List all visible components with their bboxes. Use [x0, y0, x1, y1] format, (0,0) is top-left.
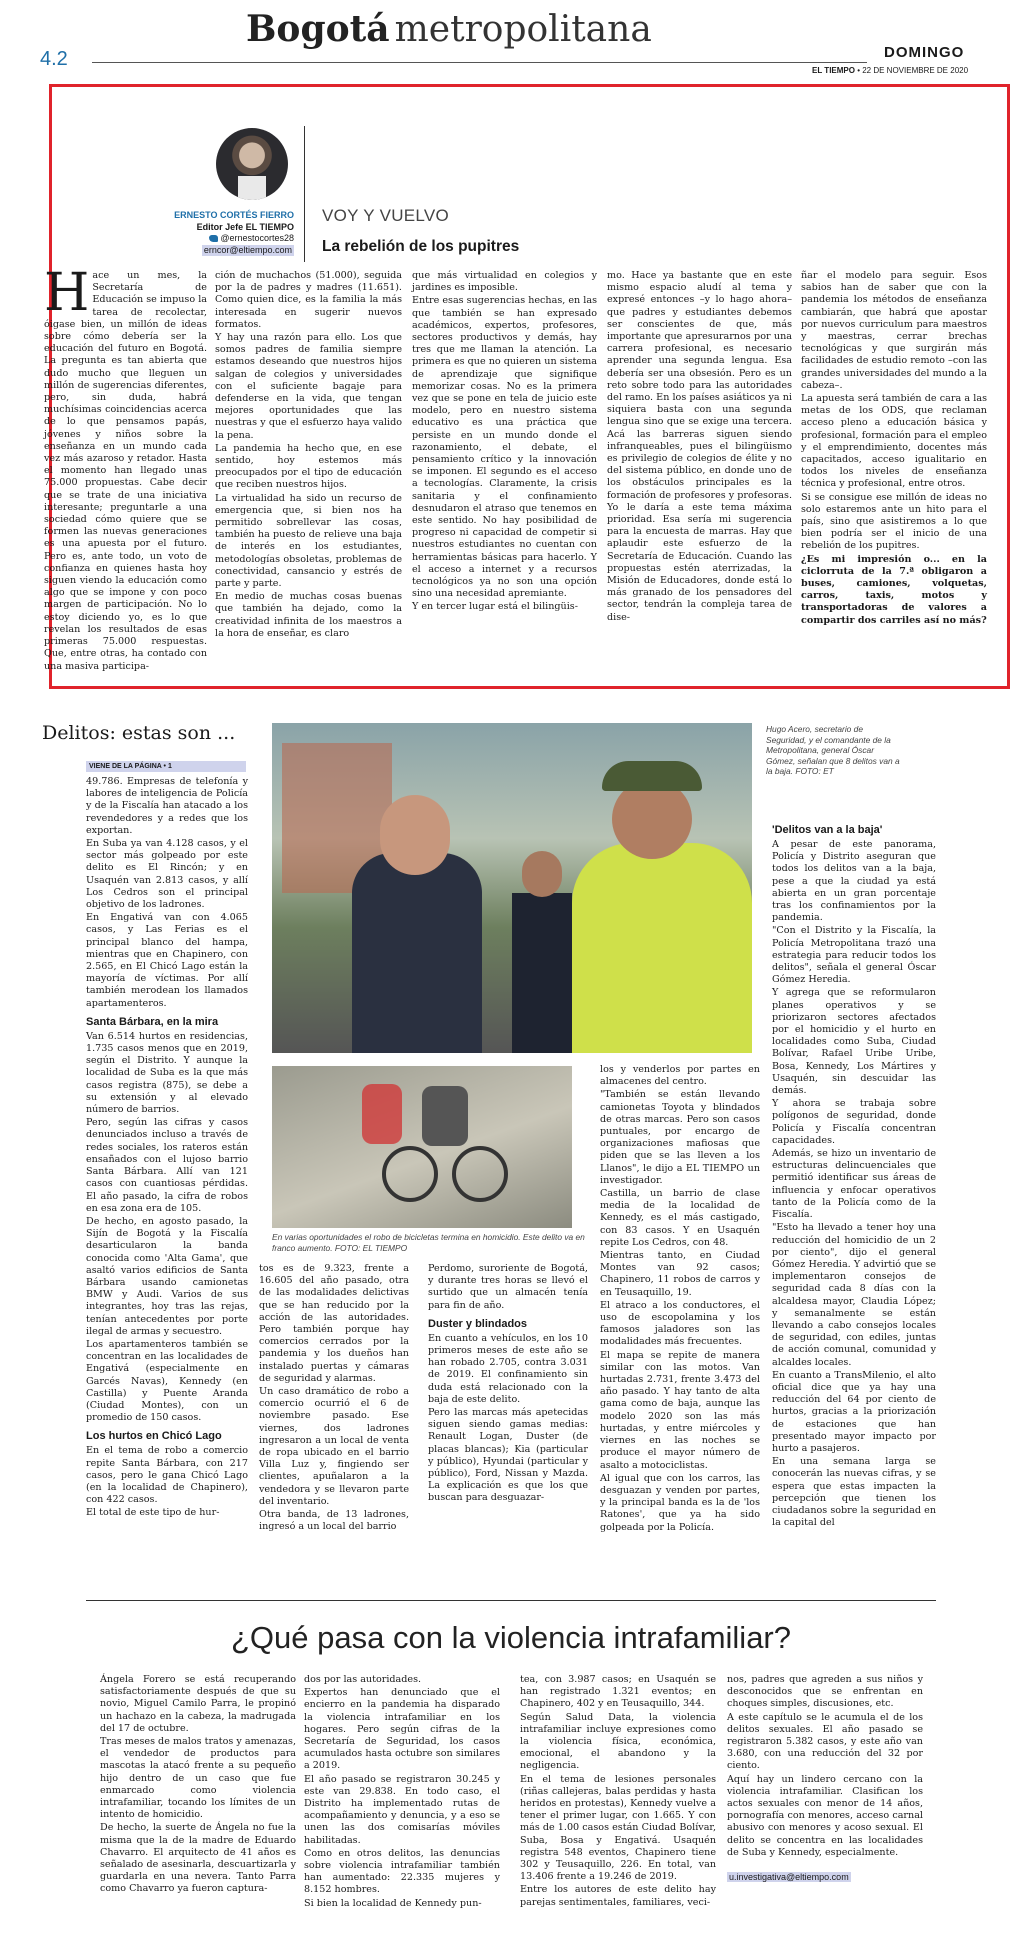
photo-officials: [272, 723, 752, 1053]
paragraph: Entre los autores de este delito hay parejas sentimentales, familiares, veci-: [520, 1884, 716, 1908]
paragraph: Ángela Forero se está recuperando satisfactoriamente después de que su novio, Miguel Camilo Parra, le propinó un hachazo en la cabeza, la madrugada del 17 de octubre.: [100, 1674, 296, 1734]
subheading: Santa Bárbara, en la mira: [86, 1015, 219, 1028]
violencia-headline: ¿Qué pasa con la violencia intrafamiliar?: [231, 1620, 791, 1655]
paragraph: Como en otros delitos, las denuncias sobre violencia intrafamiliar también han aumentado: 22.335 mujeres y 8.152 hombres.: [304, 1847, 500, 1896]
paragraph: En el tema de lesiones personales (riñas callejeras, balas perdidas y hasta heridos en protestas), Kennedy vuelve a tener el primer lugar, con 1.665. Y con más de 1.00 casos están Ciudad Bolívar, Suba, Bosa y Engativá. Usaquén registra 548 eventos, Chapinero tiene 302 y Teusaquillo, 226. En total, van 13.406 frente a 19.246 de 2019.: [520, 1773, 716, 1883]
paragraph: "También se están llevando camionetas Toyota y blindados de otras marcas. Pero son casos puntuales, por encargo de organizaciones mafiosas que piden que se las lleven a los Llanos", le dijo a EL TIEMPO un investigador.: [600, 1089, 760, 1186]
paragraph: En cuanto a TransMilenio, el alto oficial dice que ya hay una reducción del 64 por ciento de hurtos, gracias a la priorización de estaciones que han presentado mayor impacto por hurto a pasajeros.: [772, 1369, 936, 1454]
paragraph: Si se consigue ese millón de ideas no solo estaremos ante un hito para el país, sino que asistiremos a lo que bien podría ser el inicio de una rebelión de los pupitres.: [801, 491, 987, 552]
paragraph: ace un mes, la Secretaría de Educación se impuso la tarea de recolectar, óigase bien, un millón de ideas sobre cómo debería ser la educación del futuro en Bogotá. La pregunta es tan abierta que dudo mucho que lleguen un millón de sugerencias diferentes, pero, sin duda, habrá muchísimas coincidencias acerca de lo que pensamos papás, jóvenes y niños sobre la enseñanza en un mundo cada vez más azaroso y retador. Hasta el momento han llegado unas 75.000 propuestas. Cabe decir que se trate de una iniciativa interesante; preguntarle a una sociedad cómo quiere que se formen las nuevas generaciones es una apuesta por el futuro. Pero es, ante todo, un voto de confianza en quienes hasta hoy siguen viendo la educación como algo que se impone y con poco margen de participación. No lo estoy diciendo yo, es lo que revelan los resultados de esas primeras 75.000 respuestas. Que, entre otras, ha contado con una masiva participa-: [44, 270, 207, 672]
photo-caption: En varias oportunidades el robo de bicicletas termina en homicidio. Este delito va en franco aumento. FOTO: EL TIEMPO: [272, 1232, 585, 1253]
article-column-2: [259, 1263, 409, 1534]
paragraph: Y hay una razón para ello. Los que somos padres de familia siempre estamos deseando que nuestros hijos salgan de colegios y universidades con el suficiente bagaje para defenderse en la vida, que tengan mejores oportunidades que las nuestras y que el esfuerzo haya valido la pena.: [215, 332, 402, 441]
paragraph: que más virtualidad en colegios y jardines es imposible.: [412, 270, 597, 294]
page-number: 4.2: [40, 48, 68, 70]
section-divider: [86, 1600, 936, 1601]
paragraph: Van 6.514 hurtos en residencias, 1.735 casos menos que en 2019, según el Distrito. Y aunque la localidad de Suba es la que más casos registra (875), se debe a su extensión y al elevado número de barrios.: [86, 1030, 248, 1116]
author-byline: [130, 210, 294, 256]
paragraph: El total de este tipo de hur-: [86, 1507, 220, 1519]
paragraph: "Con el Distrito y la Fiscalía, la Policía Metropolitana trazó una estrategia para reducir todos los delitos", señala el general Óscar Gómez Heredia.: [772, 925, 936, 986]
author-name: ERNESTO CORTÉS FIERRO: [174, 210, 294, 220]
paragraph: El mapa se repite de manera similar con las motos. Van hurtadas 2.731, frente 3.473 del año pasado. Y hay tanto de alta gama como de baja, aunque las modelo 2020 son las más hurtadas, y entre miércoles y viernes en las noches se produce el mayor número de asalto a motociclistas.: [600, 1349, 760, 1471]
paragraph: Según Salud Data, la violencia intrafamiliar incluye expresiones como la violencia física, económica, emocional, el abandono y la negligencia.: [520, 1711, 716, 1772]
violencia-column-4: [727, 1674, 923, 1884]
column-text-3: [412, 270, 597, 615]
paragraph: Pero las marcas más apetecidas siguen siendo gamas medias: Renault Logan, Duster (de placas blancas); Kia (particular y público), Hyundai (particular y público), Ford, Nissan y Mazda. La explicación es que los que buscan para desguazar-: [428, 1407, 588, 1504]
paragraph: Perdomo, suroriente de Bogotá, y durante tres horas se llevó el surtido que un almacén tenía para fin de año.: [428, 1263, 588, 1311]
paragraph: En Engativá van con 4.065 casos, y Las Ferias es el principal blanco del hampa, mientras que en Chapinero, con 2.565, en El Chicó Lago están la mayoría de víctimas. Por allí también merodean los llamados apartamenteros.: [86, 912, 248, 1009]
paragraph: 49.786. Empresas de telefonía y labores de inteligencia de Policía y de la Fiscalía han atacado a los revendedores y a redes que los exportan.: [86, 776, 248, 836]
column-section: VOY Y VUELVO: [322, 206, 450, 225]
paragraph: De hecho, en agosto pasado, la Sijín de Bogotá y la Fiscalía desarticularon la banda conocida como 'Alta Gama', que asaltó varios edificios de Santa Bárbara usando camionetas BMW y Audi. Varios de sus integrantes, hoy tras las rejas, tenían antecedentes por porte ilegal de armas y secuestro.: [86, 1215, 248, 1337]
date-label: 22 DE NOVIEMBRE DE 2020: [862, 66, 969, 75]
article-column-3: [428, 1263, 588, 1506]
paragraph: los y venderlos por partes en almacenes del centro.: [600, 1064, 760, 1088]
paragraph: ñar el modelo para seguir. Esos sabios han de saber que con la pandemia los métodos de enseñanza cambiarán, que habrá que apostar por nuevos curriculum para maestros y maestras, cerrar brechas tecnológicas y que surgirán más facilidades de estudio remoto –con las grandes universidades del mundo a la cabeza–.: [801, 270, 987, 391]
paragraph: Además, se hizo un inventario de estructuras delincuenciales que permitió identificar sus áreas de influencia y enfocar operativos tanto de la Policía como de la Fiscalía.: [772, 1148, 936, 1221]
column-text-4: [607, 270, 792, 625]
dateline: EL TIEMPO • 22 DE NOVIEMBRE DE 2020: [812, 66, 969, 75]
column-text-5: [801, 270, 987, 628]
paragraph: En una semana larga se conocerán las nuevas cifras, y se espera que estas impacten la percepción que tienen los ciudadanos sobre la seguridad en la capital del: [772, 1456, 936, 1529]
masthead: [0, 0, 1020, 82]
investigative-email[interactable]: u.investigativa@eltiempo.com: [729, 1872, 849, 1883]
from-page-label: VIENE DE LA PÁGINA • 1: [86, 761, 246, 772]
paragraph: dos por las autoridades.: [304, 1674, 422, 1685]
paragraph: Pero, según las cifras y casos denunciados incluso a través de redes sociales, los rateros están ensañados con el lujoso barrio Santa Bárbara. Allí van 121 casos con cuantiosas pérdidas. El año pasado, la cifra de robos en esa zona era de 105.: [86, 1117, 248, 1214]
section-title-light: metropolitana: [394, 9, 652, 50]
photo-bicycle-robbery: [272, 1066, 572, 1228]
paragraph: Los apartamenteros también se concentran en las localidades de Engativá (especialmente en Garcés Navas), Kennedy (en Castilla) y Puente Aranda (Ciudad Montes), con un promedio de 150 casos.: [86, 1338, 248, 1424]
article-column-5: [772, 824, 936, 1530]
article-column-4: [600, 1064, 760, 1535]
section-title: [246, 8, 652, 50]
paragraph: A pesar de este panorama, Policía y Distrito aseguran que todos los delitos van a la baja, pese a que la ciudad ya está abierta en un gran porcentaje tras los confinamientos por la pandemia.: [772, 839, 936, 924]
paragraph: Al igual que con los carros, las desguazan y venden por partes, y la principal banda es la de 'los Ratones', que ya ha sido golpeada por la Policía.: [600, 1472, 760, 1533]
paragraph: De hecho, la suerte de Ángela no fue la misma que la de la madre de Eduardo Chavarro. El arquitecto de 41 años es señalado de asesinarla, descuartizarla y guardarla en una nevera. Tanto Parra como Chavarro ya fueron captura-: [100, 1822, 296, 1895]
paragraph: nos, padres que agreden a sus niños y desconocidos que se enfrentan en choques simples, discusiones, etc.: [727, 1674, 923, 1710]
paragraph: La virtualidad ha sido un recurso de emergencia que, si bien nos ha permitido sobrellevar las cosas, también ha puesto de relieve una baja de interés en los estudiantes, metodologías obsoletas, problemas de conectividad, cansancio y estrés de parte y parte.: [215, 492, 402, 590]
paragraph: Expertos han denunciado que el encierro en la pandemia ha disparado la violencia intrafamiliar en los hogares. Pero según cifras de la Secretaría de Seguridad, los casos acumulados hasta octubre son similares a 2019.: [304, 1687, 500, 1772]
paragraph: En cuanto a vehículos, en los 10 primeros meses de este año se han robado 2.705, contra 3.031 de 2019. El confinamiento sin duda está relacionado con la baja de este delito.: [428, 1332, 588, 1405]
paragraph: A este capítulo se le acumula el de los delitos sexuales. El año pasado se registraron 5.382 casos, y este año van 3.680, con una reducción del 32 por ciento.: [727, 1711, 923, 1772]
paragraph: ¿Es mi impresión o... en la ciclorruta de la 7.ª obligaron a buses, camiones, volquetas, carros, taxis, motos y transportadoras de valores a compartir dos carriles así no más?: [801, 553, 987, 626]
article-headline: Delitos: estas son ...: [42, 722, 236, 744]
column-title: La rebelión de los pupitres: [322, 238, 520, 255]
article-column-1: [86, 776, 248, 1521]
paragraph: tos es de 9.323, frente a 16.605 del año pasado, otra de las modalidades delictivas que se han reducido por la acción de las autoridades. Pero también porque hay comercios cerrados por la pandemia y los dueños han instalado puertas y cámaras de seguridad y alarmas.: [259, 1263, 409, 1384]
paragraph: ción de muchachos (51.000), seguida por la de padres y madres (11.651). Como quien dice, es la familia la más interesada en sugerir nuevos formatos.: [215, 270, 402, 330]
paragraph: Y agrega que se reformularon planes operativos y se priorizaron sectores afectados por el homicidio y el hurto en localidades como Suba, Ciudad Bolívar, Rafael Uribe Uribe, Bosa, Kennedy, Los Mártires y Usaquén, sin descuidar las demás.: [772, 987, 936, 1097]
paragraph: Y ahora se trabaja sobre polígonos de seguridad, donde Policía y Fiscalía concentran capacidades.: [772, 1098, 936, 1146]
paragraph: En medio de muchas cosas buenas que también ha dejado, como la creatividad infinita de los maestros a la hora de enseñar, es claro: [215, 591, 402, 639]
author-photo: [216, 128, 288, 200]
paragraph: La apuesta será también de cara a las metas de los ODS, que reclaman acceso pleno a educación básica y profesional, formación para el empleo y el emprendimiento, docentes más capacitados, acceso igualitario en todos los niveles de enseñanza técnica y profesional, entre otros.: [801, 393, 987, 490]
day-label: DOMINGO: [884, 44, 965, 61]
paragraph: mo. Hace ya bastante que en este mismo espacio aludí al tema y expresé entonces –y lo hago ahora– que padres y estudiantes debemos ser conscientes de que, más importante que apresurarnos por una carrera profesional, es necesario aprender una segunda lengua. Esa debería ser una obsesión. Pero es un reto sobre todo para las autoridades del ramo. En los países asiáticos ya ni siquiera basta con una segunda lengua sino que se exige una tercera. Acá las barreras siguen siendo infranqueables, pues el bilingüismo es privilegio de colegios de élite y no del sistema público, en donde uno de los obstáculos principales es la formación de profesores y profesoras. Yo le daría a este tema máxima prioridad. Esa sería mi sugerencia para la encuesta de marras. Hay que aplaudir este esfuerzo de la Secretaría de Educación. Cuando las propuestas estén aterrizadas, la Misión de Educadores, donde está lo más granado de los pensadores del sector, tendrán la compleja tarea de dise-: [607, 270, 792, 623]
section-title-bold: Bogotá: [246, 8, 390, 50]
photo-caption: Hugo Acero, secretario de Seguridad, y el comandante de la Metropolitana, general Óscar Gómez, señalan que 8 delitos van a la baja. FOTO: ET: [766, 724, 900, 776]
author-twitter[interactable]: [130, 233, 294, 245]
paragraph: Un caso dramático de robo a comercio ocurrió el 6 de noviembre pasado. Ese viernes, dos ladrones ingresaron a un local de venta de ropa ubicado en el barrio Villa Luz y, fingiendo ser clientes, apuñalaron a la vendedora y se llevaron parte del inventario.: [259, 1386, 409, 1507]
masthead-rule: [92, 62, 867, 63]
paragraph: Castilla, un barrio de clase media de la localidad de Kennedy, es el más castigado, con 83 casos. Y en Usaquén repite Los Cedros, con 48.: [600, 1188, 760, 1248]
paragraph: Y en tercer lugar está el bilingüis-: [412, 601, 578, 613]
paragraph: Aquí hay un lindero cercano con la violencia intrafamiliar. Clasifican los actos sexuales con menor de 14 años, pornografía con menores, acceso carnal abusivo con menores y acoso sexual. El delito se concentra en las localidades de Suba y Kennedy, especialmente.: [727, 1773, 923, 1858]
column-text-2: [215, 270, 402, 641]
twitter-handle: @ernestocortes28: [220, 233, 294, 243]
subheading: Los hurtos en Chicó Lago: [86, 1430, 222, 1443]
byline-divider: [304, 126, 305, 262]
paragraph: El año pasado se registraron 30.245 y este van 29.838. En todo caso, el Distrito ha implementado rutas de acompañamiento y denuncia, y a eso se unen las dos comisarías móviles habilitadas.: [304, 1773, 500, 1846]
paragraph: Mientras tanto, en Ciudad Montes van 92 casos; Chapinero, 11 robos de carros y en Teusaquillo, 19.: [600, 1250, 760, 1298]
violencia-column-1: [100, 1674, 296, 1897]
dropcap: H: [44, 263, 90, 323]
paper-name: EL TIEMPO: [812, 66, 855, 75]
paragraph: Entre esas sugerencias hechas, en las que también se han expresado académicos, expertos, profesores, sectores productivos y demás, hay tres que me llaman la atención. La primera es que no quieren un sistema de aprendizaje que signifique memorizar cosas. No es la primera vez que se pone en tela de juicio este modelo, pero en nuestro sistema educativo es una práctica que persiste en un mundo donde el razonamiento, el debate, el pensamiento crítico y la innovación se imponen. El segundo es el acceso a tecnologías. Claramente, la crisis sanitaria y el confinamiento desnudaron el atraso que tenemos en este sentido. No hay posibilidad de progreso ni capacidad de competir si nuestros estudiantes no cuentan con herramientas básicas para hacerlo. Y el acceso a internet y a recursos tecnológicos ya no son una opción sino una necesidad apremiante.: [412, 295, 597, 600]
paragraph: Si bien la localidad de Kennedy pun-: [304, 1897, 482, 1909]
violencia-column-3: [520, 1674, 716, 1910]
paragraph: Otra banda, de 13 ladrones, ingresó a un local del barrio: [259, 1509, 409, 1533]
author-role: Editor Jefe EL TIEMPO: [196, 221, 294, 232]
paragraph: tea, con 3.987 casos; en Usaquén se han registrado 1.321 eventos; en Chapinero, 402 y en Teusaquillo, 344.: [520, 1674, 716, 1710]
paragraph: Tras meses de malos tratos y amenazas, el vendedor de productos para mascotas la atacó frente a su pequeño hijo dentro de un caso que fue enmarcado como violencia intrafamiliar, tocando los límites de un intento de homicidio.: [100, 1736, 296, 1821]
paragraph: En el tema de robo a comercio repite Santa Bárbara, con 217 casos, pero le gana Chicó Lago (en la localidad de Chapinero), con 422 casos.: [86, 1445, 248, 1506]
violencia-column-2: [304, 1674, 500, 1911]
column-text-1: [44, 263, 207, 674]
paragraph: El atraco a los conductores, el uso de escopolamina y los famosos jaladores son las modalidades más frecuentes.: [600, 1299, 760, 1348]
paragraph: En Suba ya van 4.128 casos, y el sector más golpeado por este delito es El Rincón; y en Usaquén van 2.813 casos, y allí Los Cedros son el principal objetivo de los ladrones.: [86, 838, 248, 911]
twitter-icon: [209, 235, 218, 242]
author-email[interactable]: erncor@eltiempo.com: [203, 244, 292, 255]
paragraph: "Esto ha llevado a tener hoy una reducción del homicidio de un 2 por ciento", dijo el general Gómez Heredia. Y advirtió que se implementaron consejos de seguridad cada 8 días con la alcaldesa mayor, Claudia López; y semanalmente se están llevando a cabo consejos locales de seguridad, con ediles, juntas de acción comunal, comunidad y alcaldes locales.: [772, 1222, 936, 1368]
subheading: Duster y blindados: [428, 1317, 528, 1330]
subheading: 'Delitos van a la baja': [772, 824, 883, 836]
paragraph: La pandemia ha hecho que, en ese sentido, hoy estemos más preocupados por el tipo de educación que reciben nuestros hijos.: [215, 442, 402, 491]
